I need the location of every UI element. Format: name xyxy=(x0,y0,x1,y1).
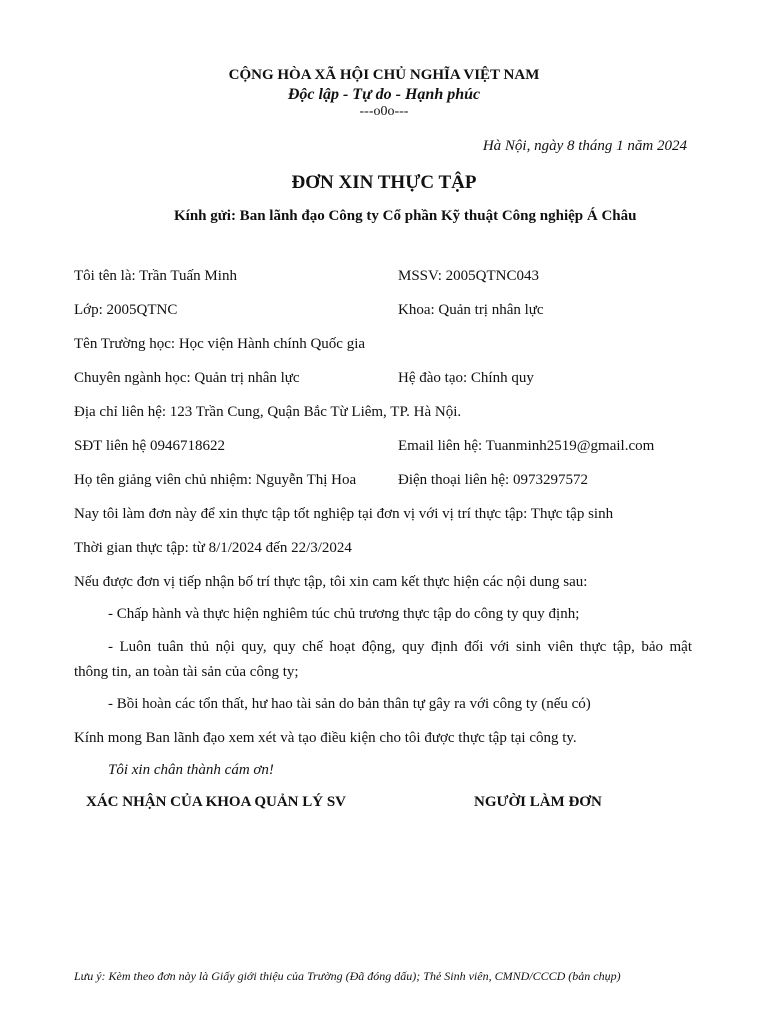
national-header: CỘNG HÒA XÃ HỘI CHỦ NGHĨA VIỆT NAM xyxy=(228,67,540,83)
thanks-line: Tôi xin chân thành cám ơn! xyxy=(108,762,274,778)
place-date: Hà Nội, ngày 8 tháng 1 năm 2024 xyxy=(482,138,687,154)
field-advisor: Họ tên giảng viên chủ nhiệm: Nguyễn Thị Hoa xyxy=(74,472,357,488)
field-phone: SĐT liên hệ 0946718622 xyxy=(74,438,225,454)
field-student-id: MSSV: 2005QTNC043 xyxy=(398,268,539,284)
field-address: Địa chỉ liên hệ: 123 Trần Cung, Quận Bắc Từ Liêm, TP. Hà Nội. xyxy=(74,404,462,420)
field-class: Lớp: 2005QTNC xyxy=(74,302,178,318)
period-paragraph: Thời gian thực tập: từ 8/1/2024 đến 22/3/2024 xyxy=(74,540,352,556)
faculty-signature-label: XÁC NHẬN CỦA KHOA QUẢN LÝ SV xyxy=(86,794,347,810)
field-name: Tôi tên là: Trần Tuấn Minh xyxy=(74,268,237,284)
field-email: Email liên hệ: Tuanminh2519@gmail.com xyxy=(398,438,655,454)
commitment-item-2-line2: thông tin, an toàn tài sản của công ty; xyxy=(74,664,299,680)
field-faculty: Khoa: Quản trị nhân lực xyxy=(398,302,544,318)
closing-request: Kính mong Ban lãnh đạo xem xét và tạo điều kiện cho tôi được thực tập tại công ty. xyxy=(74,730,577,746)
field-major: Chuyên ngành học: Quản trị nhân lực xyxy=(74,370,300,386)
recipient-line: Kính gửi: Ban lãnh đạo Công ty Cổ phần Kỹ thuật Công nghiệp Á Châu xyxy=(174,208,637,224)
header-separator: ---o0o--- xyxy=(359,104,409,119)
commitment-intro: Nếu được đơn vị tiếp nhận bố trí thực tập, tôi xin cam kết thực hiện các nội dung sau: xyxy=(74,574,588,590)
field-school: Tên Trường học: Học viện Hành chính Quốc gia xyxy=(74,336,366,352)
field-advisor-phone: Điện thoại liên hệ: 0973297572 xyxy=(398,472,588,488)
field-training: Hệ đào tạo: Chính quy xyxy=(398,370,534,386)
national-motto: Độc lập - Tự do - Hạnh phúc xyxy=(287,86,481,103)
applicant-signature-label: NGƯỜI LÀM ĐƠN xyxy=(474,794,602,810)
footer-note: Lưu ý: Kèm theo đơn này là Giấy giới thiệu của Trường (Đã đóng dấu); Thẻ Sinh viên, CMND/CCCD (bản chụp) xyxy=(74,969,621,983)
commitment-item-3: - Bồi hoàn các tổn thất, hư hao tài sản do bản thân tự gây ra với công ty (nếu có) xyxy=(108,696,591,712)
document-title: ĐƠN XIN THỰC TẬP xyxy=(291,172,477,193)
commitment-item-2-line1: - Luôn tuân thủ nội quy, quy chế hoạt động, quy định đối với sinh viên thực tập, bảo mật xyxy=(108,639,692,655)
request-paragraph: Nay tôi làm đơn này để xin thực tập tốt nghiệp tại đơn vị với vị trí thực tập: Thực tập sinh xyxy=(74,506,614,522)
commitment-item-1: - Chấp hành và thực hiện nghiêm túc chủ trương thực tập do công ty quy định; xyxy=(108,606,580,622)
